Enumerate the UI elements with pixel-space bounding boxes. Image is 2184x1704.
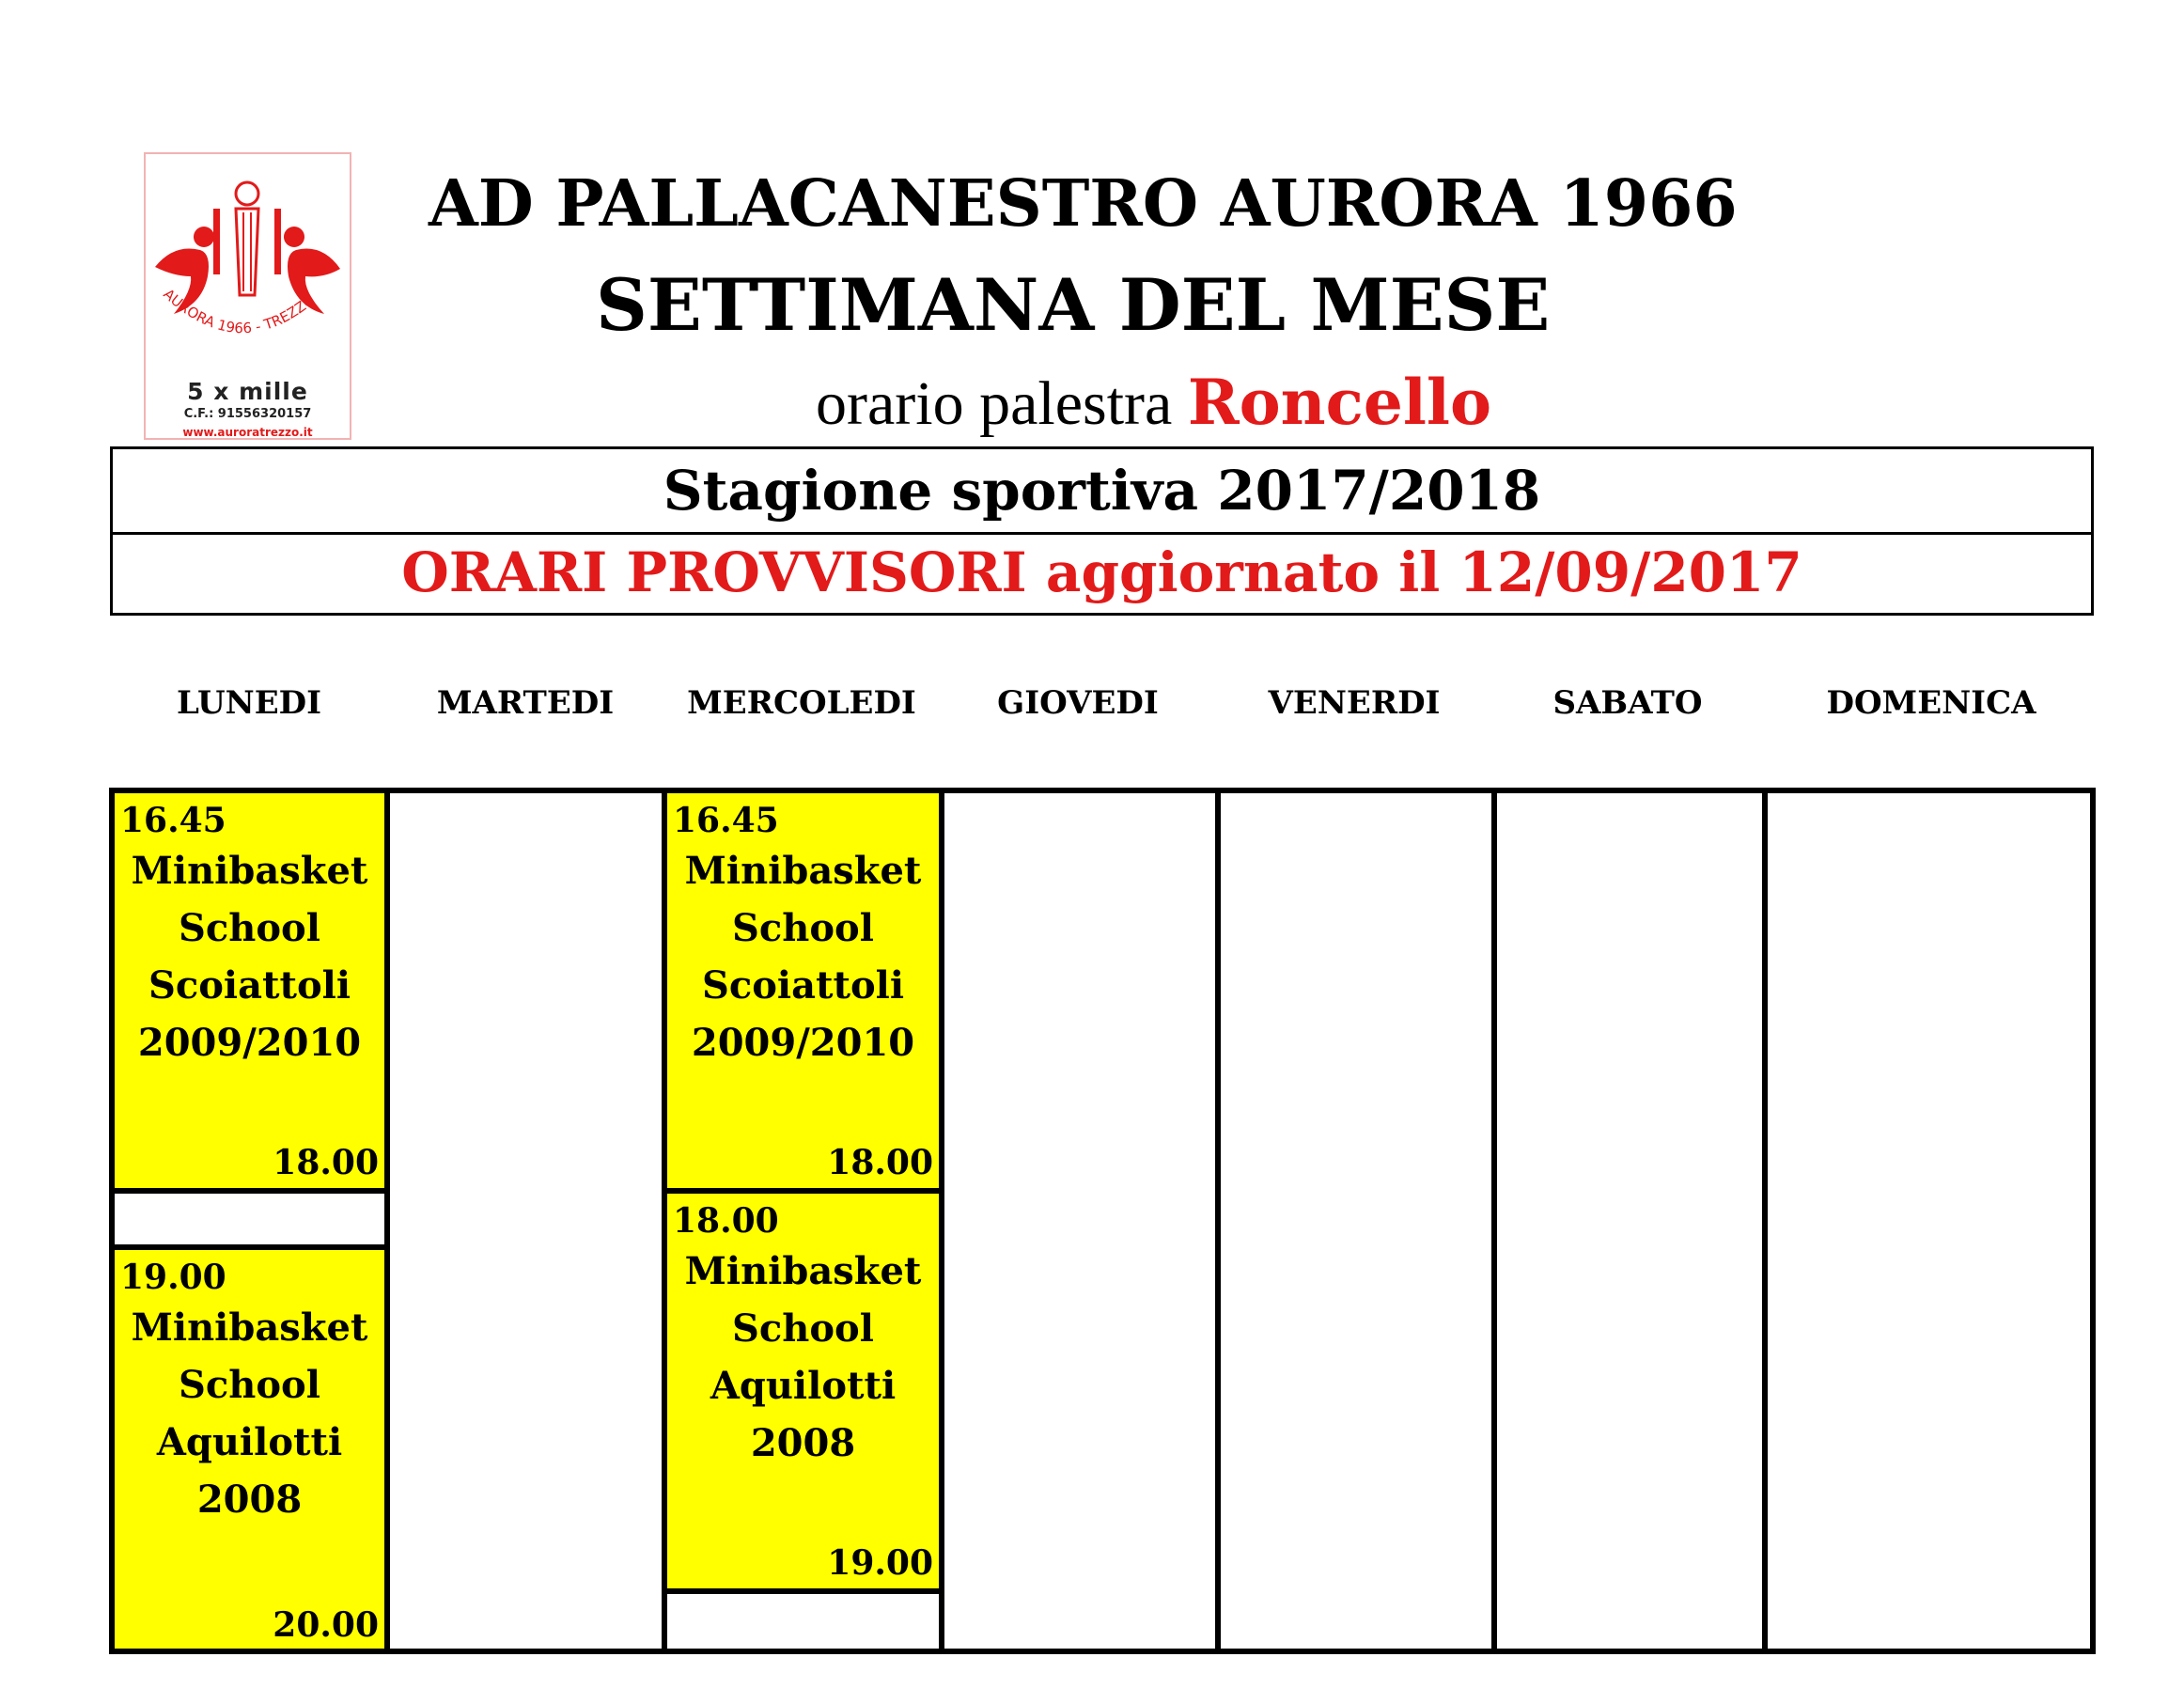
column-divider — [1491, 788, 1497, 1654]
slot-line: School — [732, 1306, 874, 1351]
slot-line: 2009/2010 — [691, 1021, 915, 1065]
slot-mercoledi-1 — [667, 793, 939, 1188]
slot-line: 2008 — [750, 1421, 856, 1465]
slot-line: Minibasket — [684, 1249, 922, 1293]
basketball-players-emblem — [146, 154, 350, 370]
gym-name: Roncello — [1187, 366, 1492, 439]
slot-start-time: 18.00 — [673, 1201, 779, 1241]
slot-line: Minibasket — [131, 1305, 368, 1350]
divider — [663, 1588, 943, 1594]
slot-line: Minibasket — [684, 849, 922, 893]
season-box — [110, 446, 2094, 616]
schedule-grid — [109, 788, 2096, 1654]
slot-start-time: 16.45 — [120, 801, 226, 840]
slot-line: School — [732, 906, 874, 950]
column-divider — [1215, 788, 1221, 1654]
column-divider — [1762, 788, 1768, 1654]
club-title: AD PALLACANESTRO AURORA 1966 — [429, 166, 1738, 242]
column-divider — [384, 788, 390, 1654]
slot-end-time: 19.00 — [827, 1543, 933, 1583]
page-subtitle: SETTIMANA DEL MESE — [596, 263, 1551, 347]
slot-start-time: 16.45 — [673, 801, 779, 840]
slot-line: Scoiattoli — [148, 963, 351, 1008]
day-header-giovedi: GIOVEDI — [997, 684, 1159, 722]
slot-label — [115, 1299, 384, 1528]
slot-line: School — [179, 906, 320, 950]
gym-prefix: orario palestra — [816, 369, 1173, 438]
slot-line: Aquilotti — [156, 1420, 343, 1464]
day-header-domenica: DOMENICA — [1826, 684, 2036, 722]
slot-line: School — [179, 1363, 320, 1407]
slot-end-time: 20.00 — [273, 1605, 379, 1645]
provisional-notice: ORARI PROVVISORI aggiornato il 12/09/2017 — [401, 540, 1802, 604]
slot-start-time: 19.00 — [120, 1258, 226, 1297]
divider — [109, 1188, 388, 1194]
slot-line: 2009/2010 — [137, 1021, 362, 1065]
day-header-mercoledi: MERCOLEDI — [687, 684, 916, 722]
column-divider — [939, 788, 944, 1654]
day-header-martedi: MARTEDI — [436, 684, 615, 722]
day-header-sabato: SABATO — [1552, 684, 1703, 722]
slot-label — [667, 842, 939, 1071]
club-logo — [144, 152, 351, 440]
slot-lunedi-1 — [115, 793, 384, 1188]
slot-label — [115, 842, 384, 1071]
fiscal-code: C.F.: 91556320157 — [183, 407, 312, 421]
slot-label — [667, 1243, 939, 1472]
day-header-venerdi: VENERDI — [1268, 684, 1441, 722]
slot-line: Aquilotti — [710, 1364, 897, 1408]
slot-mercoledi-2 — [667, 1194, 939, 1588]
website-link[interactable]: www.auroratrezzo.it — [182, 426, 313, 439]
gym-line — [816, 365, 1491, 442]
season-label: Stagione sportiva 2017/2018 — [113, 449, 2091, 535]
slot-end-time: 18.00 — [273, 1143, 379, 1182]
slot-end-time: 18.00 — [827, 1143, 933, 1182]
column-divider — [662, 788, 667, 1654]
slot-lunedi-2 — [115, 1250, 384, 1649]
slot-line: 2008 — [196, 1477, 303, 1522]
day-header-lunedi: LUNEDI — [176, 684, 322, 722]
five-per-mille-label: 5 x mille — [187, 378, 308, 405]
logo-ring-text: AURORA 1966 - TREZZO — [160, 285, 319, 337]
slot-line: Minibasket — [131, 849, 368, 893]
slot-line: Scoiattoli — [701, 963, 905, 1008]
